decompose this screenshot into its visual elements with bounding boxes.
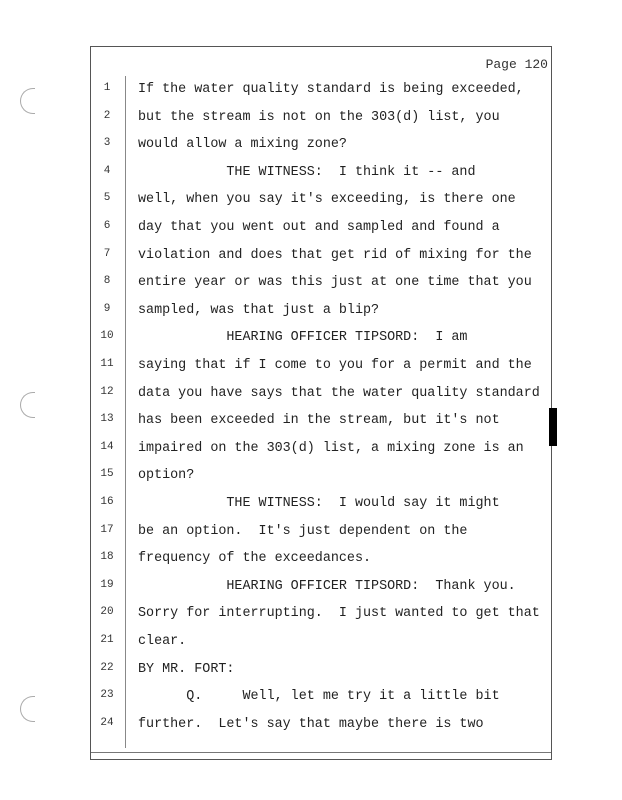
- line-number: 1: [103, 82, 111, 94]
- line-number: 7: [103, 247, 111, 260]
- line-number: 10: [100, 330, 114, 343]
- line-number: 12: [100, 385, 114, 398]
- line-number: 15: [100, 468, 114, 481]
- transcript-line: THE WITNESS: I would say it might: [138, 496, 500, 511]
- transcript-line: BY MR. FORT:: [138, 661, 235, 677]
- transcript-line: but the stream is not on the 303(d) list, you: [138, 109, 500, 125]
- transcript-line: be an option. It's just dependent on the: [138, 523, 468, 539]
- line-number: 13: [100, 413, 114, 426]
- page-number: Page 120: [485, 57, 548, 72]
- line-number: 6: [103, 220, 111, 232]
- transcript-line: option?: [138, 468, 195, 484]
- line-number: 22: [100, 661, 114, 674]
- line-number: 8: [103, 275, 111, 288]
- transcript-line: well, when you say it's exceeding, is there one: [138, 192, 516, 208]
- line-number: 19: [100, 578, 114, 591]
- line-number: 23: [100, 689, 114, 702]
- line-number: 14: [100, 440, 114, 453]
- transcript-line: would allow a mixing zone?: [138, 137, 347, 153]
- line-number: 21: [100, 634, 114, 646]
- line-number: 11: [100, 358, 114, 370]
- transcript-line: Q. Well, let me try it a little bit: [138, 689, 500, 705]
- transcript-line: HEARING OFFICER TIPSORD: I am: [138, 330, 468, 346]
- binder-ring-hole-middle: [20, 392, 35, 418]
- transcript-line: further. Let's say that maybe there is two: [138, 716, 484, 732]
- line-number: 2: [103, 109, 111, 122]
- transcript-line: HEARING OFFICER TIPSORD: Thank you.: [138, 578, 516, 594]
- line-number: 4: [103, 164, 111, 177]
- transcript-line: day that you went out and sampled and found a: [138, 220, 500, 235]
- line-number: 18: [100, 551, 114, 564]
- line-number: 5: [103, 192, 111, 205]
- page-edge-tab-mark: [549, 408, 557, 446]
- line-number: 20: [100, 606, 114, 619]
- transcript-line: THE WITNESS: I think it -- and: [138, 164, 476, 180]
- binder-ring-hole-bottom: [20, 696, 35, 722]
- line-number-margin-rule: [125, 76, 126, 748]
- transcript-line: frequency of the exceedances.: [138, 551, 372, 567]
- line-number: 16: [100, 496, 114, 508]
- transcript-line: sampled, was that just a blip?: [138, 302, 380, 318]
- line-number: 9: [103, 302, 111, 315]
- transcript-line: data you have says that the water quality standard: [138, 385, 540, 401]
- line-number: 24: [100, 716, 114, 729]
- transcript-page-frame: [90, 46, 552, 760]
- transcript-line: impaired on the 303(d) list, a mixing zone is an: [138, 440, 524, 456]
- transcript-line: has been exceeded in the stream, but it's not: [138, 413, 500, 429]
- transcript-line: entire year or was this just at one time that you: [138, 275, 532, 291]
- line-number: 3: [103, 137, 111, 150]
- transcript-line: clear.: [138, 634, 187, 649]
- transcript-line: Sorry for interrupting. I just wanted to get that: [138, 606, 540, 622]
- binder-ring-hole-top: [20, 88, 35, 114]
- transcript-line: violation and does that get rid of mixing for the: [138, 247, 532, 263]
- transcript-line: If the water quality standard is being exceeded,: [138, 82, 524, 97]
- transcript-line: saying that if I come to you for a permit and the: [138, 358, 532, 373]
- line-number: 17: [100, 523, 114, 536]
